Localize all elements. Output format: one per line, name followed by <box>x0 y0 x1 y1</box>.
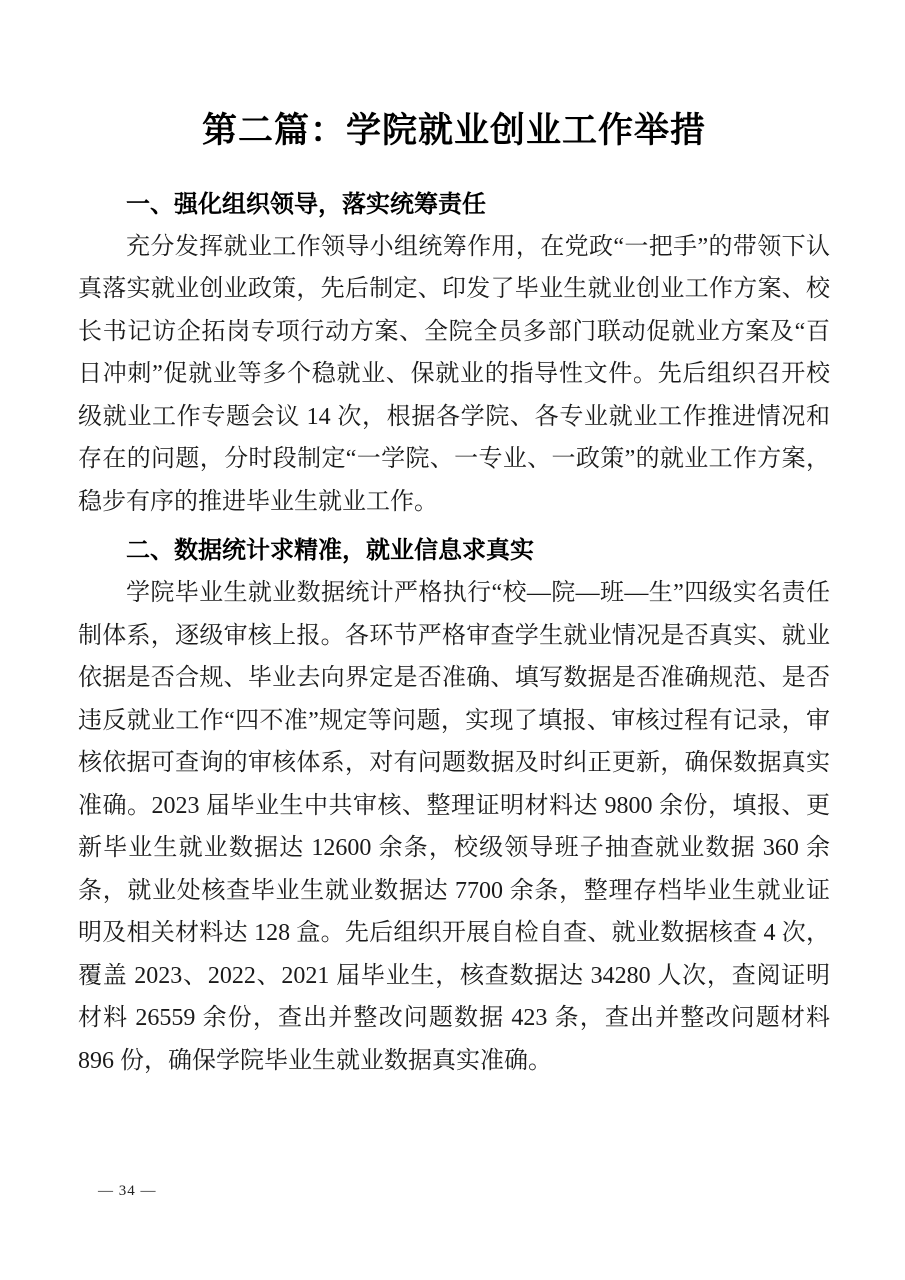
section-2-paragraph: 学院毕业生就业数据统计严格执行“校—院—班—生”四级实名责任制体系，逐级审核上报。各环节严格审查学生就业情况是否真实、就业依据是否合规、毕业去向界定是否准确、填写数据是否准确规范、是否违反就业工作“四不准”规定等问题，实现了填报、审核过程有记录，审核依据可查询的审核体系，对有问题数据及时纠正更新，确保数据真实准确。2023 届毕业生中共审核、整理证明材料达 9800 余份，填报、更新毕业生就业数据达 12600 余条，校级领导班子抽查就业数据 360 余条，就业处核查毕业生就业数据达 7700 余条，整理存档毕业生就业证明及相关材料达 128 盒。先后组织开展自检自查、就业数据核查 4 次，覆盖 2023、2022、2021 届毕业生，核查数据达 34280 人次，查阅证明材料 26559 余份，查出并整改问题数据 423 条，查出并整改问题材料 896 份，确保学院毕业生就业数据真实准确。 <box>78 580 830 1074</box>
section-1 <box>78 183 830 524</box>
section-2-heading: 二、数据统计求精准，就业信息求真实 <box>126 537 534 565</box>
page-number: — 34 — <box>98 1183 157 1199</box>
section-2 <box>78 529 830 1082</box>
page-title: 第二篇：学院就业创业工作举措 <box>201 111 706 150</box>
section-1-paragraph: 充分发挥就业工作领导小组统筹作用，在党政“一把手”的带领下认真落实就业创业政策，先后制定、印发了毕业生就业创业工作方案、校长书记访企拓岗专项行动方案、全院全员多部门联动促就业方案及“百日冲刺”促就业等多个稳就业、保就业的指导性文件。先后组织召开校级就业工作专题会议 14 次，根据各学院、各专业就业工作推进情况和存在的问题，分时段制定“一学院、一专业、一政策”的就业工作方案，稳步有序的推进毕业生就业工作。 <box>78 233 830 515</box>
section-1-heading: 一、强化组织领导，落实统筹责任 <box>126 190 486 218</box>
